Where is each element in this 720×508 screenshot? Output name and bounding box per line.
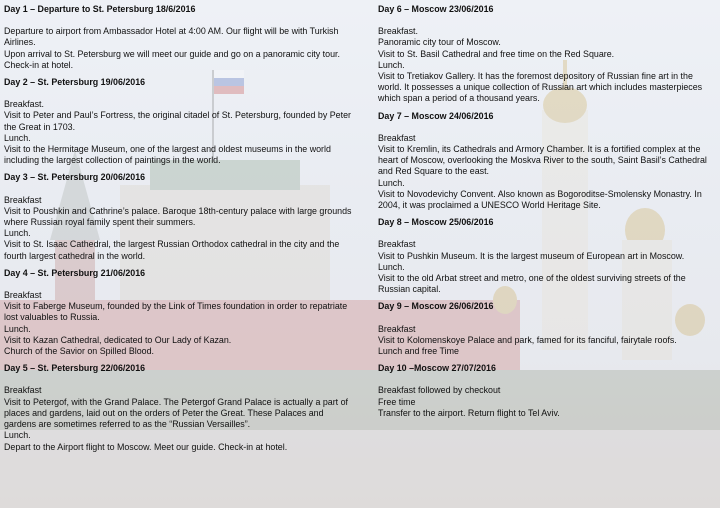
day-line: Visit to Faberge Museum, founded by the Link of Times foundation in order to repatriate lost valuables to Russia. — [4, 301, 348, 323]
day-line: Visit to Poushkin and Cathrine’s palace. Baroque 18th-century palace with large grounds where Russian royal family spent their summers. — [4, 205, 352, 228]
day-line: Breakfast — [378, 323, 416, 334]
day-line: Breakfast — [4, 194, 42, 205]
day-title: Day 8 – Moscow 25/06/2016 — [378, 217, 494, 228]
day-line: Lunch. — [4, 430, 31, 441]
day-line: Lunch. — [378, 177, 405, 188]
day-line: Visit to Petergof, with the Grand Palace. The Petergof Grand Palace is actually a part of places and gardens, laid out on the orders of Peter the Great. These Palaces and gardens are sometimes referred to as the “Russian Versailles”. — [4, 396, 349, 430]
day-line: Visit to Peter and Paul’s Fortress, the original citadel of St. Petersburg, founded by Peter the Great in 1703. — [4, 110, 351, 132]
day-line: Church of the Savior on Spilled Blood. — [4, 346, 154, 357]
day-line: Visit to the Hermitage Museum, one of the largest and oldest museums in the world including the largest collection of paintings in the world. — [4, 144, 331, 166]
day-line: Lunch. — [4, 323, 31, 334]
day-line: Breakfast — [4, 290, 42, 301]
day-line: Visit to the old Arbat street and metro, one of the oldest surviving streets of the Russian capital. — [378, 273, 686, 295]
day-section — [4, 77, 356, 166]
day-line: Visit to St. Basil Cathedral and free time on the Red Square. — [378, 48, 615, 59]
day-title: Day 10 –Moscow 27/07/2016 — [378, 363, 496, 374]
day-line: Lunch and free Time — [378, 346, 459, 357]
day-title: Day 6 – Moscow 23/06/2016 — [378, 4, 494, 14]
day-line: Visit to Pushkin Museum. It is the largest museum of European art in Moscow. — [378, 250, 685, 261]
day-line: Lunch. — [378, 261, 405, 272]
day-line: Panoramic city tour of Moscow. — [378, 37, 501, 48]
day-section — [378, 4, 716, 105]
day-section — [4, 172, 356, 261]
day-line: Breakfast followed by checkout — [378, 385, 501, 396]
day-title: Day 2 – St. Petersburg 19/06/2016 — [4, 77, 146, 88]
day-line: Upon arrival to St. Petersburg we will meet our guide and go on a panoramic city tour. — [4, 48, 340, 59]
day-line: Check-in at hotel. — [4, 59, 74, 70]
day-line: Visit to St. Isaac Cathedral, the largest Russian Orthodox cathedral in the city and the fourth largest cathedral in the world. — [4, 239, 340, 261]
day-line: Breakfast. — [4, 99, 44, 110]
day-line: Depart to the Airport flight to Moscow. Meet our guide. Check-in at hotel. — [4, 441, 288, 452]
day-title: Day 5 – St. Petersburg 22/06/2016 — [4, 363, 146, 374]
day-line: Visit to Kazan Cathedral, dedicated to Our Lady of Kazan. — [4, 334, 232, 345]
day-line: Visit to Kremlin, its Cathedrals and Armory Chamber. It is a fortified complex at the heart of Moscow, overlooking the Moskva River to the south, Saint Basil’s Cathedral and Red Square to the east. — [378, 144, 707, 177]
day-line: Lunch. — [4, 132, 31, 143]
day-line: Breakfast — [378, 239, 416, 250]
day-section — [4, 363, 356, 452]
day-title: Day 1 – Departure to St. Petersburg 18/6/2016 — [4, 4, 196, 14]
day-line: Visit to Novodevichy Convent. Also known as Bogoroditse-Smolensky Monastry. In 2004, it was proclaimed a UNESCO World Heritage Site. — [378, 188, 702, 211]
day-line: Visit to Kolomenskoye Palace and park, famed for its fanciful, fairytale roofs. — [378, 334, 677, 345]
day-line: Transfer to the airport. Return flight to Tel Aviv. — [378, 407, 560, 418]
day-line: Lunch. — [4, 228, 31, 239]
day-title: Day 7 – Moscow 24/06/2016 — [378, 110, 494, 121]
day-section — [4, 4, 356, 71]
day-title: Day 4 – St. Petersburg 21/06/2016 — [4, 267, 146, 278]
day-section — [378, 301, 716, 357]
day-line: Departure to airport from Ambassador Hotel at 4:00 AM. Our flight will be with Turkish Airlines. — [4, 26, 339, 48]
itinerary-column-right — [378, 4, 716, 425]
day-line: Lunch. — [378, 59, 405, 70]
day-section — [378, 111, 716, 212]
day-line: Free time — [378, 396, 416, 407]
day-line: Visit to Tretiakov Gallery. It has the foremost depository of Russian fine art in the world. It possesses a unique collection of Russian art which includes masterpieces which span a period of a thousand years. — [378, 71, 703, 104]
day-section — [4, 268, 356, 357]
itinerary-column-left — [4, 4, 356, 459]
day-section — [378, 217, 716, 295]
day-section — [378, 363, 716, 419]
day-title: Day 3 – St. Petersburg 20/06/2016 — [4, 172, 146, 183]
day-line: Breakfast — [378, 132, 416, 143]
day-line: Breakfast. — [378, 26, 418, 37]
day-line: Breakfast — [4, 385, 42, 396]
day-title: Day 9 – Moscow 26/06/2016 — [378, 301, 494, 312]
